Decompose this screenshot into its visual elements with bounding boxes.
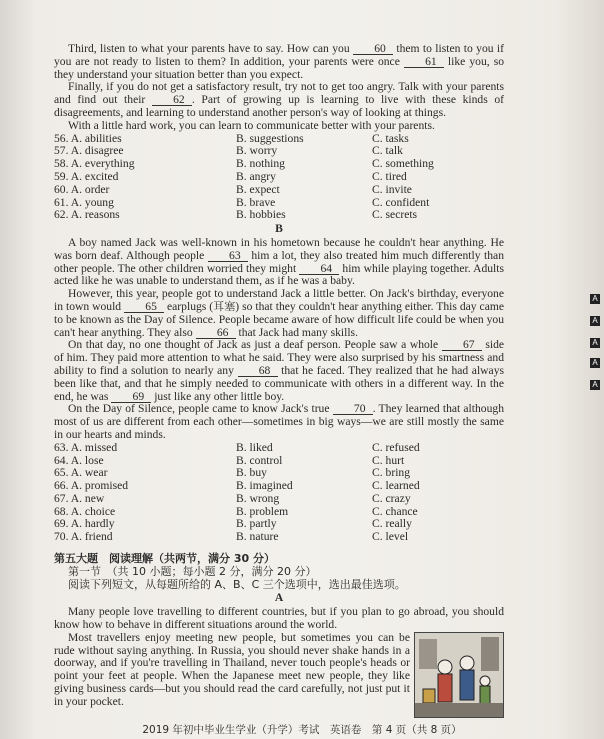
page-footer: 2019 年初中毕业生学业（升学）考试 英语卷 第 4 页（共 8 页） — [142, 724, 462, 736]
part-five-heading: 第五大题 阅读理解（共两节，满分 30 分） — [54, 552, 275, 566]
illustration-travellers — [414, 632, 504, 718]
blank: 64 — [299, 263, 339, 275]
section-top — [54, 43, 504, 709]
paragraph: However, this year, people got to understand Jack a little better. On Jack's birthday, everyone in town would 65 earplugs (耳塞) so that they couldn't hear anything either. This day came to be known as the Day of Silence. People became aware of how difficult life could be when you can't hear anything. They also 66 that Jack had many skills. — [54, 287, 505, 339]
section-letter-b: B — [275, 222, 283, 236]
option: C. hurt — [372, 453, 405, 467]
blank: 63 — [208, 250, 248, 262]
option: 59. A. excited — [54, 169, 119, 183]
marker-a: A — [590, 294, 600, 304]
option: B. hobbies — [236, 208, 286, 222]
option: C. something — [372, 157, 434, 171]
option: B. control — [236, 453, 283, 467]
paragraph: Finally, if you do not get a satisfactory result, try not to get too angry. Talk with your parents and find out their 62 . Part of growing up is learning to live with these kinds of disagreements, and learning to understand another person's way of looking at things. — [54, 80, 504, 119]
section-one-heading: 第一节 （共 10 小题；每小题 2 分，满分 20 分） — [68, 564, 317, 578]
options-63-70 — [54, 442, 504, 544]
option: C. secrets — [372, 208, 418, 222]
option: 63. A. missed — [54, 440, 118, 454]
option: 62. A. reasons — [54, 208, 120, 222]
option: C. talk — [372, 144, 403, 158]
blank: 70 — [333, 403, 373, 415]
paragraph: Most travellers enjoy meeting new people, but sometimes you can be rude without saying anything. In Russia, you should never shake hands in a doorway, and if you're travelling in Thailand, never touch people's heads or point your feet at people. When the Japanese meet new people, they like giving business cards—but you should read the card carefully, not just put it in your pocket. — [54, 630, 410, 708]
blank: 65 — [124, 301, 164, 313]
blank: 66 — [196, 327, 236, 339]
marker-a: A — [590, 316, 600, 326]
option: C. learned — [372, 479, 420, 493]
option: 57. A. disagree — [54, 144, 124, 158]
option: C. bring — [372, 466, 411, 480]
paragraph: On that day, no one thought of Jack as just a deaf person. People saw a whole 67 side of him. They paid more attention to what he said. They were also surprised by his smartness and ability to find a solution to nearly any 68 that he faced. They realized that he had always been like that, and that he simply needed to communicate with others in a different way. In the end, he was 69 just like any other little boy. — [54, 338, 505, 403]
option: B. worry — [236, 144, 278, 158]
option: B. suggestions — [236, 131, 304, 145]
marker-a: A — [590, 380, 600, 390]
paragraph: On the Day of Silence, people came to know Jack's true 70 . They learned that although most of us are different from each other—sometimes in big ways—we are still mostly the same in our hearts and minds. — [54, 402, 504, 441]
option: B. expect — [236, 182, 280, 196]
option: 70. A. friend — [54, 530, 113, 544]
option: C. tasks — [372, 131, 409, 145]
option: 67. A. new — [54, 491, 105, 505]
option: C. tired — [372, 169, 407, 183]
option: 61. A. young — [54, 195, 114, 209]
option: B. nature — [236, 530, 279, 544]
option: C. chance — [372, 504, 418, 518]
option: B. imagined — [236, 479, 293, 493]
option: 68. A. choice — [54, 504, 116, 518]
section-letter-a: A — [274, 591, 284, 605]
option: 69. A. hardly — [54, 517, 115, 531]
option: 60. A. order — [54, 182, 110, 196]
paragraph: A boy named Jack was well-known in his hometown because he couldn't hear anything. He was born deaf. Although people 63 him a lot, they also treated him much differently than other people. The other children worried they might 64 him while playing together. Adults acted like he was unable to understand them, as if he was a baby. — [54, 235, 505, 288]
option: 66. A. promised — [54, 479, 129, 493]
option: 58. A. everything — [54, 157, 135, 171]
option: B. brave — [236, 195, 276, 209]
blank: 69 — [111, 391, 151, 403]
option: B. problem — [236, 504, 289, 518]
paragraph: Many people love travelling to different countries, but if you plan to go abroad, you should know how to behave in different situations around the world. — [54, 605, 504, 632]
option: B. buy — [236, 466, 267, 480]
blank: 60 — [353, 43, 393, 55]
marker-a: A — [590, 338, 600, 348]
option: B. nothing — [236, 157, 285, 171]
paragraph: With a little hard work, you can learn to communicate better with your parents. — [68, 118, 435, 132]
blank: 62 — [152, 94, 192, 106]
instructions: 阅读下列短文，从每题所给的 A、B、C 三个选项中，选出最佳选项。 — [68, 577, 406, 591]
blank: 61 — [404, 56, 444, 68]
options-56-62 — [54, 133, 504, 223]
option: C. really — [372, 517, 412, 531]
option: B. partly — [236, 517, 277, 531]
option: B. liked — [236, 440, 273, 454]
paragraph: Third, listen to what your parents have to say. How can you 60 them to listen to you if you are not ready to listen to them? In addition, your parents were once 61 like you, so they understand your situation better than you expect. — [54, 42, 505, 81]
option: 64. A. lose — [54, 453, 104, 467]
option: C. invite — [372, 182, 412, 196]
option: 65. A. wear — [54, 466, 108, 480]
option: B. wrong — [236, 491, 280, 505]
option: B. angry — [236, 169, 276, 183]
option: C. confident — [372, 195, 430, 209]
paragraph-with-picture — [54, 632, 504, 709]
option: C. crazy — [372, 491, 411, 505]
option: C. refused — [372, 440, 420, 454]
option: 56. A. abilities — [54, 131, 122, 145]
blank: 68 — [238, 365, 278, 377]
option: C. level — [372, 530, 409, 544]
marker-a: A — [590, 358, 600, 368]
blank: 67 — [442, 339, 482, 351]
